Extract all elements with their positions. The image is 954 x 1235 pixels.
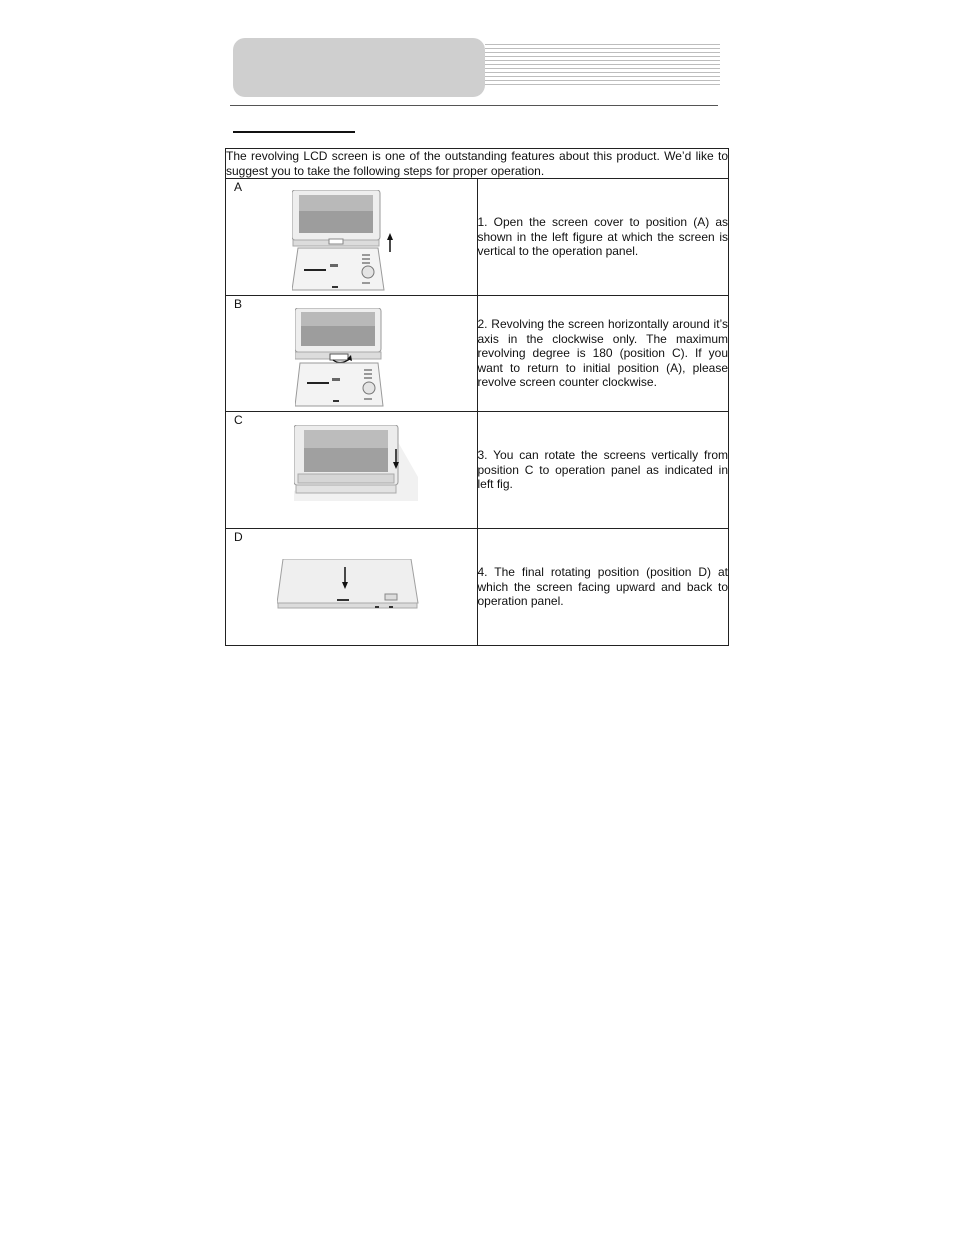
lcd-rotation-guide-table bbox=[225, 148, 729, 646]
figure-cell-c bbox=[226, 412, 478, 529]
position-label-b: B bbox=[234, 297, 243, 311]
dvd-player-closed-figure bbox=[277, 559, 419, 611]
position-label-c: C bbox=[234, 413, 243, 427]
figure-cell-a bbox=[226, 179, 478, 296]
dvd-player-revolving-figure bbox=[295, 308, 385, 408]
position-label-a: A bbox=[234, 180, 243, 194]
dvd-player-open-figure bbox=[292, 190, 402, 294]
dvd-player-screen-rotated-figure bbox=[294, 425, 420, 501]
step-row-c bbox=[226, 412, 729, 529]
step-text-b: 2. Revolving the screen horizontally around it’s axis in the clockwise only. The maximum revolving degree is 180 (position C). If you want to return to initial position (A), please revolve screen counter clockwise. bbox=[477, 296, 729, 412]
header-decorative-lines bbox=[485, 44, 720, 88]
step-row-a bbox=[226, 179, 729, 296]
step-row-b bbox=[226, 296, 729, 412]
step-text-a: 1. Open the screen cover to position (A) as shown in the left figure at which the screen is vertical to the operation panel. bbox=[477, 179, 729, 296]
step-row-d bbox=[226, 529, 729, 646]
figure-cell-d bbox=[226, 529, 478, 646]
intro-text: The revolving LCD screen is one of the outstanding features about this product. We’d like to suggest you to take the following steps for proper operation. bbox=[226, 149, 728, 178]
step-text-c: 3. You can rotate the screens vertically from position C to operation panel as indicated in left fig. bbox=[477, 412, 729, 529]
section-title-underline bbox=[233, 131, 355, 133]
header-banner bbox=[233, 38, 485, 97]
header-divider bbox=[230, 105, 718, 106]
position-label-d: D bbox=[234, 530, 243, 544]
figure-cell-b bbox=[226, 296, 478, 412]
step-text-d: 4. The final rotating position (position D) at which the screen facing upward and back to operation panel. bbox=[477, 529, 729, 646]
